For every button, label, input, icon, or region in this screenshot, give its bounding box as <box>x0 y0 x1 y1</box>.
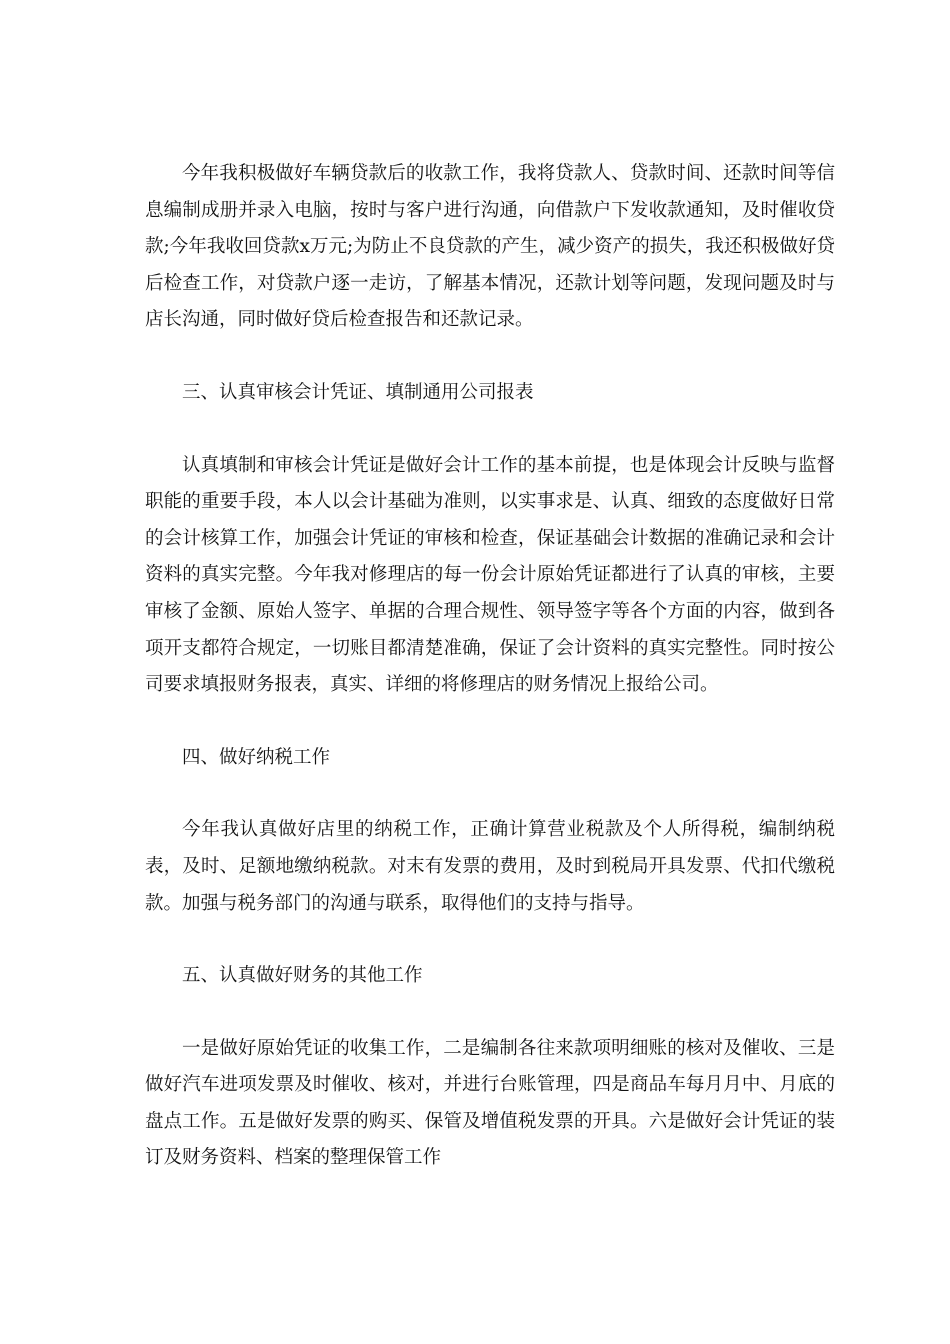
spacer <box>145 339 835 375</box>
spacer <box>145 412 835 448</box>
spacer <box>145 776 835 812</box>
section-heading-3: 三、认真审核会计凭证、填制通用公司报表 <box>182 381 534 403</box>
spacer <box>145 995 835 1031</box>
spacer <box>145 704 835 740</box>
paragraph-other-finance-work: 一是做好原始凭证的收集工作，二是编制各往来款项明细账的核对及催收、三是做好汽车进项发票及时催收、核对，并进行台账管理，四是商品车每月月中、月底的盘点工作。五是做好发票的购买、保管及增值税发票的开具。六是做好会计凭证的装订及财务资料、档案的整理保管工作 <box>145 1037 835 1169</box>
paragraph-accounting-vouchers: 认真填制和审核会计凭证是做好会计工作的基本前提，也是体现会计反映与监督职能的重要手段，本人以会计基础为准则，以实事求是、认真、细致的态度做好日常的会计核算工作，加强会计凭证的审核和检查，保证基础会计数据的准确记录和会计资料的真实完整。今年我对修理店的每一份会计原始凭证都进行了认真的审核，主要审核了金额、原始人签字、单据的合理合规性、领导签字等各个方面的内容，做到各项开支都符合规定，一切账目都清楚准确，保证了会计资料的真实完整性。同时按公司要求填报财务报表，真实、详细的将修理店的财务情况上报给公司。 <box>145 454 835 696</box>
document-page <box>145 156 835 1177</box>
section-heading-4: 四、做好纳税工作 <box>182 746 331 768</box>
paragraph-tax-work: 今年我认真做好店里的纳税工作，正确计算营业税款及个人所得税，编制纳税表，及时、足额地缴纳税款。对末有发票的费用，及时到税局开具发票、代扣代缴税款。加强与税务部门的沟通与联系，取得他们的支持与指导。 <box>145 819 835 914</box>
section-heading-5: 五、认真做好财务的其他工作 <box>182 965 423 987</box>
paragraph-loan-collection: 今年我积极做好车辆贷款后的收款工作，我将贷款人、贷款时间、还款时间等信息编制成册并录入电脑，按时与客户进行沟通，向借款户下发收款通知，及时催收贷款;今年我收回贷款x万元;为防止不良贷款的产生，减少资产的损失，我还积极做好贷后检查工作，对贷款户逐一走访，了解基本情况，还款计划等问题，发现问题及时与店长沟通，同时做好贷后检查报告和还款记录。 <box>145 163 835 331</box>
spacer <box>145 922 835 958</box>
